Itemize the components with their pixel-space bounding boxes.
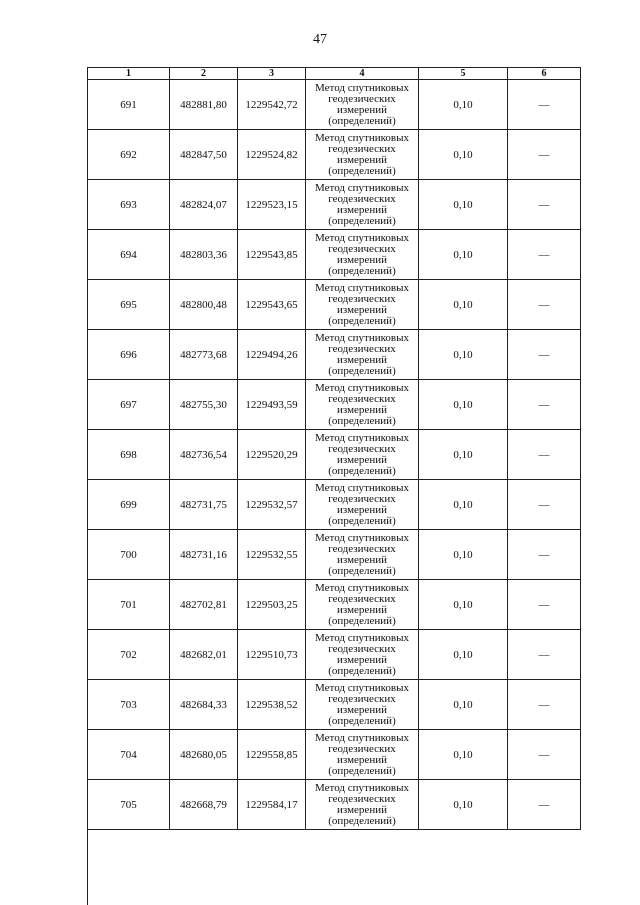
method-line: измерений bbox=[337, 603, 387, 616]
y-coordinate-cell: 1229532,55 bbox=[238, 530, 306, 580]
method-line: измерений bbox=[337, 153, 387, 166]
method-cell bbox=[306, 730, 419, 780]
y-coordinate-cell: 1229520,29 bbox=[238, 430, 306, 480]
method-line: (определений) bbox=[328, 114, 396, 127]
method-line: Метод спутниковых bbox=[315, 781, 409, 794]
method-line: измерений bbox=[337, 403, 387, 416]
x-coordinate-cell: 482847,50 bbox=[170, 130, 238, 180]
method-line: Метод спутниковых bbox=[315, 231, 409, 244]
x-coordinate-cell: 482800,48 bbox=[170, 280, 238, 330]
y-coordinate-cell: 1229542,72 bbox=[238, 80, 306, 130]
method-cell bbox=[306, 130, 419, 180]
note-cell: — bbox=[508, 430, 581, 480]
method-line: измерений bbox=[337, 353, 387, 366]
method-line: Метод спутниковых bbox=[315, 581, 409, 594]
note-cell: — bbox=[508, 130, 581, 180]
method-line: Метод спутниковых bbox=[315, 681, 409, 694]
accuracy-cell: 0,10 bbox=[419, 480, 508, 530]
point-number-cell: 693 bbox=[88, 180, 170, 230]
note-cell: — bbox=[508, 730, 581, 780]
y-coordinate-cell: 1229543,65 bbox=[238, 280, 306, 330]
accuracy-cell: 0,10 bbox=[419, 780, 508, 830]
method-line: геодезических bbox=[328, 392, 396, 405]
method-line: (определений) bbox=[328, 464, 396, 477]
point-number-cell: 705 bbox=[88, 780, 170, 830]
table-row bbox=[88, 80, 581, 130]
point-number-cell: 700 bbox=[88, 530, 170, 580]
point-number-cell: 698 bbox=[88, 430, 170, 480]
method-line: измерений bbox=[337, 453, 387, 466]
method-line: Метод спутниковых bbox=[315, 531, 409, 544]
accuracy-cell: 0,10 bbox=[419, 430, 508, 480]
method-line: измерений bbox=[337, 203, 387, 216]
x-coordinate-cell: 482668,79 bbox=[170, 780, 238, 830]
column-header: 2 bbox=[170, 68, 238, 80]
column-header: 4 bbox=[306, 68, 419, 80]
table-row bbox=[88, 230, 581, 280]
y-coordinate-cell: 1229503,25 bbox=[238, 580, 306, 630]
method-line: (определений) bbox=[328, 364, 396, 377]
point-number-cell: 695 bbox=[88, 280, 170, 330]
point-number-cell: 701 bbox=[88, 580, 170, 630]
table-body bbox=[88, 80, 581, 830]
method-line: геодезических bbox=[328, 642, 396, 655]
method-cell bbox=[306, 80, 419, 130]
method-line: (определений) bbox=[328, 614, 396, 627]
method-cell bbox=[306, 680, 419, 730]
method-line: (определений) bbox=[328, 514, 396, 527]
y-coordinate-cell: 1229493,59 bbox=[238, 380, 306, 430]
x-coordinate-cell: 482684,33 bbox=[170, 680, 238, 730]
table-row bbox=[88, 180, 581, 230]
method-line: Метод спутниковых bbox=[315, 81, 409, 94]
method-line: геодезических bbox=[328, 192, 396, 205]
method-line: геодезических bbox=[328, 742, 396, 755]
method-line: измерений bbox=[337, 503, 387, 516]
method-line: геодезических bbox=[328, 592, 396, 605]
method-line: измерений bbox=[337, 553, 387, 566]
x-coordinate-cell: 482702,81 bbox=[170, 580, 238, 630]
method-line: (определений) bbox=[328, 814, 396, 827]
method-line: Метод спутниковых bbox=[315, 281, 409, 294]
note-cell: — bbox=[508, 180, 581, 230]
method-line: (определений) bbox=[328, 164, 396, 177]
point-number-cell: 691 bbox=[88, 80, 170, 130]
y-coordinate-cell: 1229543,85 bbox=[238, 230, 306, 280]
method-line: Метод спутниковых bbox=[315, 381, 409, 394]
x-coordinate-cell: 482881,80 bbox=[170, 80, 238, 130]
y-coordinate-cell: 1229558,85 bbox=[238, 730, 306, 780]
table-row bbox=[88, 480, 581, 530]
method-line: измерений bbox=[337, 303, 387, 316]
x-coordinate-cell: 482736,54 bbox=[170, 430, 238, 480]
table-header-row bbox=[88, 68, 581, 80]
method-cell bbox=[306, 380, 419, 430]
method-line: (определений) bbox=[328, 264, 396, 277]
method-line: геодезических bbox=[328, 792, 396, 805]
note-cell: — bbox=[508, 780, 581, 830]
method-line: Метод спутниковых bbox=[315, 431, 409, 444]
x-coordinate-cell: 482773,68 bbox=[170, 330, 238, 380]
method-cell bbox=[306, 530, 419, 580]
point-number-cell: 704 bbox=[88, 730, 170, 780]
table-row bbox=[88, 430, 581, 480]
method-line: геодезических bbox=[328, 292, 396, 305]
table-row bbox=[88, 530, 581, 580]
table-row bbox=[88, 680, 581, 730]
method-line: измерений bbox=[337, 653, 387, 666]
method-line: Метод спутниковых bbox=[315, 731, 409, 744]
table-row bbox=[88, 130, 581, 180]
y-coordinate-cell: 1229523,15 bbox=[238, 180, 306, 230]
table-row bbox=[88, 330, 581, 380]
coordinates-table bbox=[87, 67, 581, 830]
y-coordinate-cell: 1229524,82 bbox=[238, 130, 306, 180]
method-line: геодезических bbox=[328, 92, 396, 105]
page-number: 47 bbox=[313, 32, 327, 47]
point-number-cell: 699 bbox=[88, 480, 170, 530]
method-line: Метод спутниковых bbox=[315, 331, 409, 344]
point-number-cell: 692 bbox=[88, 130, 170, 180]
note-cell: — bbox=[508, 280, 581, 330]
point-number-cell: 702 bbox=[88, 630, 170, 680]
method-line: (определений) bbox=[328, 664, 396, 677]
table-row bbox=[88, 280, 581, 330]
method-line: (определений) bbox=[328, 214, 396, 227]
accuracy-cell: 0,10 bbox=[419, 580, 508, 630]
x-coordinate-cell: 482731,75 bbox=[170, 480, 238, 530]
accuracy-cell: 0,10 bbox=[419, 530, 508, 580]
accuracy-cell: 0,10 bbox=[419, 130, 508, 180]
accuracy-cell: 0,10 bbox=[419, 380, 508, 430]
method-line: Метод спутниковых bbox=[315, 631, 409, 644]
table-row bbox=[88, 780, 581, 830]
point-number-cell: 696 bbox=[88, 330, 170, 380]
note-cell: — bbox=[508, 330, 581, 380]
x-coordinate-cell: 482803,36 bbox=[170, 230, 238, 280]
note-cell: — bbox=[508, 630, 581, 680]
method-line: Метод спутниковых bbox=[315, 181, 409, 194]
accuracy-cell: 0,10 bbox=[419, 680, 508, 730]
method-cell bbox=[306, 780, 419, 830]
method-cell bbox=[306, 230, 419, 280]
method-cell bbox=[306, 430, 419, 480]
y-coordinate-cell: 1229494,26 bbox=[238, 330, 306, 380]
method-cell bbox=[306, 630, 419, 680]
x-coordinate-cell: 482824,07 bbox=[170, 180, 238, 230]
method-line: геодезических bbox=[328, 442, 396, 455]
method-line: (определений) bbox=[328, 714, 396, 727]
note-cell: — bbox=[508, 680, 581, 730]
table-row bbox=[88, 380, 581, 430]
accuracy-cell: 0,10 bbox=[419, 280, 508, 330]
y-coordinate-cell: 1229584,17 bbox=[238, 780, 306, 830]
column-header: 5 bbox=[419, 68, 508, 80]
method-line: геодезических bbox=[328, 492, 396, 505]
method-line: Метод спутниковых bbox=[315, 131, 409, 144]
method-line: геодезических bbox=[328, 142, 396, 155]
accuracy-cell: 0,10 bbox=[419, 180, 508, 230]
method-cell bbox=[306, 280, 419, 330]
method-line: (определений) bbox=[328, 314, 396, 327]
method-line: измерений bbox=[337, 753, 387, 766]
note-cell: — bbox=[508, 230, 581, 280]
note-cell: — bbox=[508, 530, 581, 580]
method-line: (определений) bbox=[328, 414, 396, 427]
table-row bbox=[88, 730, 581, 780]
accuracy-cell: 0,10 bbox=[419, 330, 508, 380]
point-number-cell: 703 bbox=[88, 680, 170, 730]
y-coordinate-cell: 1229532,57 bbox=[238, 480, 306, 530]
accuracy-cell: 0,10 bbox=[419, 80, 508, 130]
method-line: измерений bbox=[337, 253, 387, 266]
method-line: измерений bbox=[337, 703, 387, 716]
note-cell: — bbox=[508, 80, 581, 130]
column-header: 3 bbox=[238, 68, 306, 80]
accuracy-cell: 0,10 bbox=[419, 730, 508, 780]
accuracy-cell: 0,10 bbox=[419, 230, 508, 280]
table-row bbox=[88, 580, 581, 630]
column-header: 6 bbox=[508, 68, 581, 80]
accuracy-cell: 0,10 bbox=[419, 630, 508, 680]
method-line: измерений bbox=[337, 803, 387, 816]
y-coordinate-cell: 1229538,52 bbox=[238, 680, 306, 730]
column-header: 1 bbox=[88, 68, 170, 80]
point-number-cell: 694 bbox=[88, 230, 170, 280]
method-line: измерений bbox=[337, 103, 387, 116]
method-line: геодезических bbox=[328, 242, 396, 255]
method-line: (определений) bbox=[328, 764, 396, 777]
method-line: геодезических bbox=[328, 542, 396, 555]
method-line: геодезических bbox=[328, 692, 396, 705]
margin-rule bbox=[87, 827, 88, 905]
method-line: (определений) bbox=[328, 564, 396, 577]
x-coordinate-cell: 482731,16 bbox=[170, 530, 238, 580]
method-line: Метод спутниковых bbox=[315, 481, 409, 494]
table-row bbox=[88, 630, 581, 680]
method-line: геодезических bbox=[328, 342, 396, 355]
method-cell bbox=[306, 180, 419, 230]
note-cell: — bbox=[508, 380, 581, 430]
method-cell bbox=[306, 480, 419, 530]
x-coordinate-cell: 482755,30 bbox=[170, 380, 238, 430]
y-coordinate-cell: 1229510,73 bbox=[238, 630, 306, 680]
point-number-cell: 697 bbox=[88, 380, 170, 430]
note-cell: — bbox=[508, 480, 581, 530]
method-cell bbox=[306, 580, 419, 630]
x-coordinate-cell: 482682,01 bbox=[170, 630, 238, 680]
method-cell bbox=[306, 330, 419, 380]
note-cell: — bbox=[508, 580, 581, 630]
x-coordinate-cell: 482680,05 bbox=[170, 730, 238, 780]
